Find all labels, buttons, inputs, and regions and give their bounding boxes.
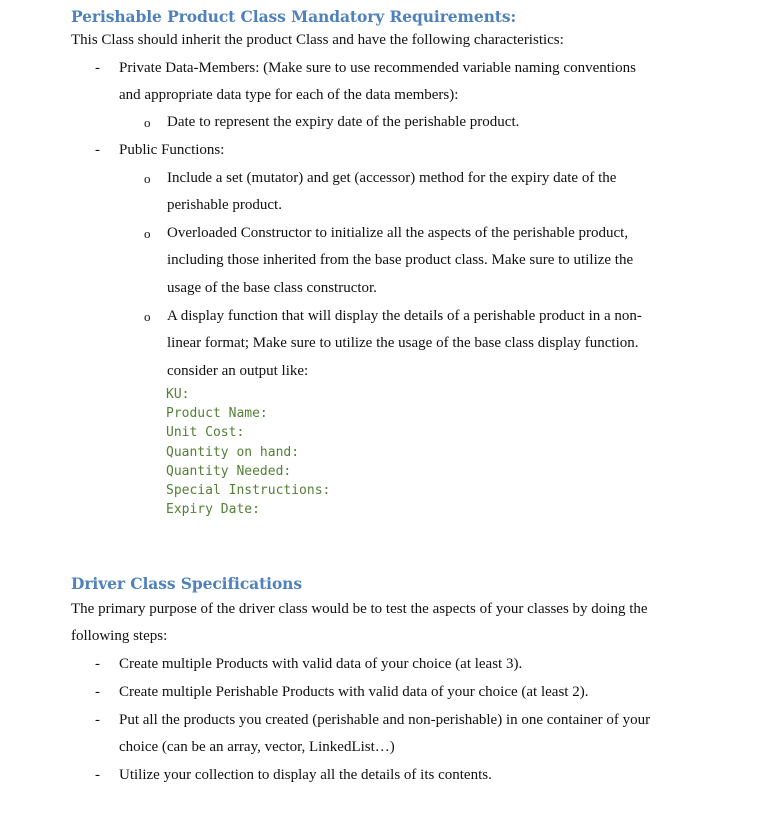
- dash-marker: -: [95, 60, 100, 76]
- bullet-marker: o: [144, 226, 151, 241]
- driver-step3-line1: Put all the products you created (perishable and non-perishable) in one container of your: [119, 712, 651, 728]
- code-line: Special Instructions:: [166, 483, 331, 498]
- code-line: KU:: [166, 387, 190, 402]
- dash-marker: -: [95, 656, 100, 672]
- private-members-line2: and appropriate data type for each of the data members):: [119, 87, 459, 103]
- section-title-perishable: Perishable Product Class Mandatory Requirements:: [71, 7, 517, 26]
- driver-step4: Utilize your collection to display all the details of its contents.: [119, 767, 492, 783]
- private-member-date: Date to represent the expiry date of the perishable product.: [167, 114, 520, 130]
- code-line: Quantity Needed:: [166, 464, 292, 479]
- driver-intro-line2: following steps:: [71, 628, 168, 644]
- function-item1-line1: Include a set (mutator) and get (accessor) method for the expiry date of the: [167, 170, 617, 186]
- driver-intro-line1: The primary purpose of the driver class would be to test the aspects of your classes by doing the: [71, 601, 648, 617]
- function-item2-line2: including those inherited from the base product class. Make sure to utilize the: [167, 252, 634, 268]
- bullet-marker: o: [144, 115, 151, 130]
- function-item1-line2: perishable product.: [167, 197, 282, 213]
- driver-step1: Create multiple Products with valid data of your choice (at least 3).: [119, 656, 523, 672]
- code-line: Product Name:: [166, 406, 268, 421]
- code-line: Quantity on hand:: [166, 445, 300, 460]
- dash-marker: -: [95, 712, 100, 728]
- public-functions-label: Public Functions:: [119, 142, 225, 158]
- code-line: Expiry Date:: [166, 502, 260, 517]
- driver-step3-line2: choice (can be an array, vector, LinkedList…): [119, 739, 395, 755]
- dash-marker: -: [95, 767, 100, 783]
- bullet-marker: o: [144, 171, 151, 186]
- code-line: Unit Cost:: [166, 425, 245, 440]
- dash-marker: -: [95, 684, 100, 700]
- section-title-driver: Driver Class Specifications: [71, 574, 302, 593]
- private-members-line1: Private Data-Members: (Make sure to use recommended variable naming conventions: [119, 60, 636, 76]
- function-item2-line1: Overloaded Constructor to initialize all the aspects of the perishable product,: [167, 225, 629, 241]
- function-item2-line3: usage of the base class constructor.: [167, 280, 377, 296]
- dash-marker: -: [95, 142, 100, 158]
- bullet-marker: o: [144, 309, 151, 324]
- section-intro: This Class should inherit the product Class and have the following characteristics:: [71, 32, 564, 48]
- function-item3-line3: consider an output like:: [167, 363, 309, 379]
- function-item3-line1: A display function that will display the details of a perishable product in a non-: [167, 308, 642, 324]
- driver-step2: Create multiple Perishable Products with valid data of your choice (at least 2).: [119, 684, 589, 700]
- function-item3-line2: linear format; Make sure to utilize the usage of the base class display function.: [167, 335, 639, 351]
